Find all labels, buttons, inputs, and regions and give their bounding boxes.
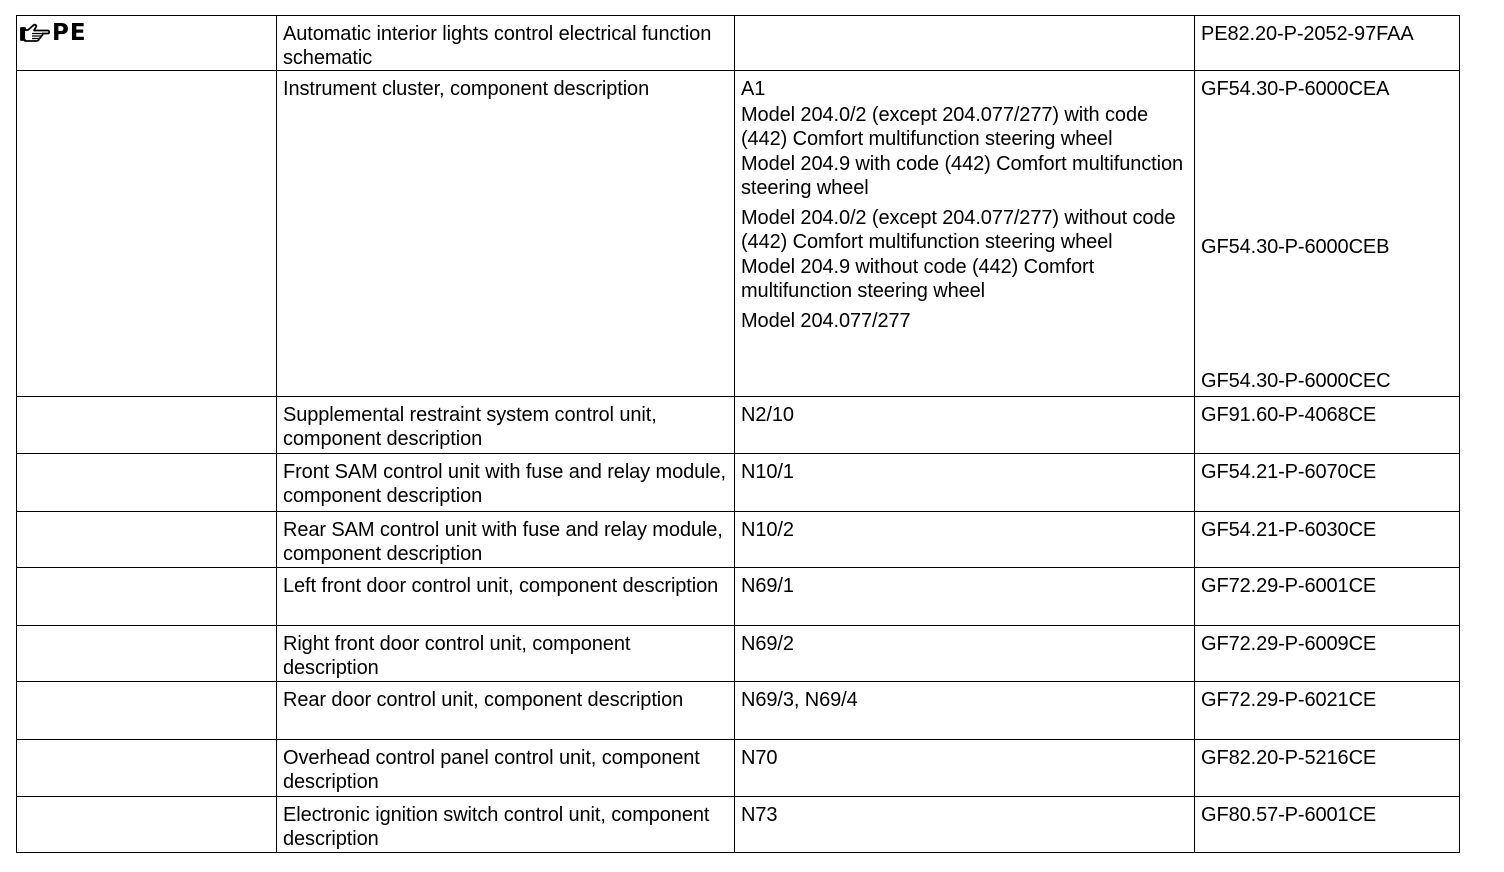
reference-cell — [1195, 568, 1460, 626]
reference-cell — [1195, 16, 1460, 71]
row-description: Left front door control unit, component description — [283, 575, 719, 597]
reference-cell — [1195, 454, 1460, 512]
row-description: Automatic interior lights control electrical function schematic — [283, 23, 712, 69]
description-cell — [277, 454, 735, 512]
row-reference: GF72.29-P-6009CE — [1201, 633, 1377, 655]
description-cell — [277, 71, 735, 397]
row-reference: GF91.60-P-4068CE — [1201, 404, 1377, 426]
description-cell — [277, 740, 735, 797]
description-cell — [277, 568, 735, 626]
reference-cell — [1195, 626, 1460, 682]
variant-text: Model 204.9 with code (442) Comfort multifunction steering wheel — [741, 153, 1183, 199]
table-row — [17, 568, 1460, 626]
pe-label: PE — [52, 20, 87, 46]
table-row — [17, 797, 1460, 853]
designation-cell — [735, 397, 1195, 454]
table-row — [17, 740, 1460, 797]
row-designation: N70 — [741, 747, 778, 769]
row-reference: GF72.29-P-6021CE — [1201, 689, 1377, 711]
table-row — [17, 71, 1460, 397]
row-designation: N69/1 — [741, 575, 794, 597]
variant-text: Model 204.0/2 (except 204.077/277) without code (442) Comfort multifunction steering wheel — [741, 207, 1176, 253]
row-description: Electronic ignition switch control unit, component description — [283, 804, 710, 850]
designation-cell — [735, 16, 1195, 71]
marker-cell — [17, 682, 277, 740]
marker-cell — [17, 740, 277, 797]
variant-reference: GF54.30-P-6000CEC — [1201, 370, 1391, 392]
table-row — [17, 512, 1460, 568]
marker-cell — [17, 626, 277, 682]
reference-cell — [1195, 512, 1460, 568]
description-cell — [277, 512, 735, 568]
designation-cell — [735, 682, 1195, 740]
row-designation: N10/1 — [741, 461, 794, 483]
table-row — [17, 682, 1460, 740]
reference-cell — [1195, 71, 1460, 397]
variant-reference: GF54.30-P-6000CEA — [1201, 78, 1390, 100]
row-designation — [735, 16, 1194, 22]
row-reference: GF54.21-P-6070CE — [1201, 461, 1377, 483]
row-designation: N2/10 — [741, 404, 794, 426]
variant-text: Model 204.077/277 — [741, 310, 911, 332]
component-reference-table — [16, 15, 1460, 853]
row-designation: N73 — [741, 804, 778, 826]
table-row — [17, 454, 1460, 512]
reference-cell — [1195, 740, 1460, 797]
description-cell — [277, 397, 735, 454]
row-description: Right front door control unit, component description — [283, 633, 631, 679]
designation-cell — [735, 568, 1195, 626]
designation-cell — [735, 512, 1195, 568]
variant-text: Model 204.0/2 (except 204.077/277) with code (442) Comfort multifunction steering wheel — [741, 104, 1148, 150]
row-designation: N10/2 — [741, 519, 794, 541]
row-reference: GF72.29-P-6001CE — [1201, 575, 1377, 597]
row-reference: GF54.21-P-6030CE — [1201, 519, 1377, 541]
marker-cell — [17, 71, 277, 397]
description-cell — [277, 626, 735, 682]
reference-cell — [1195, 797, 1460, 853]
designation-cell — [735, 454, 1195, 512]
marker-cell — [17, 454, 277, 512]
marker-cell — [17, 797, 277, 853]
reference-cell — [1195, 397, 1460, 454]
row-designation: A1 — [741, 78, 766, 100]
table-row — [17, 16, 1460, 71]
marker-cell — [17, 512, 277, 568]
row-description: Supplemental restraint system control unit, component description — [283, 404, 657, 450]
row-description: Front SAM control unit with fuse and relay module, component description — [283, 461, 726, 507]
designation-cell — [735, 740, 1195, 797]
table-row — [17, 397, 1460, 454]
description-cell — [277, 797, 735, 853]
table-row — [17, 626, 1460, 682]
row-description: Rear door control unit, component description — [283, 689, 684, 711]
row-reference: PE82.20-P-2052-97FAA — [1201, 23, 1414, 45]
marker-cell — [17, 16, 277, 71]
variant-text: Model 204.9 without code (442) Comfort multifunction steering wheel — [741, 256, 1095, 302]
variant-reference: GF54.30-P-6000CEB — [1201, 236, 1390, 258]
designation-cell — [735, 71, 1195, 397]
row-designation: N69/3, N69/4 — [741, 689, 858, 711]
pointing-hand-icon — [20, 22, 50, 44]
row-description: Overhead control panel control unit, component description — [283, 747, 700, 793]
designation-cell — [735, 626, 1195, 682]
description-cell — [277, 682, 735, 740]
row-reference: GF80.57-P-6001CE — [1201, 804, 1377, 826]
row-reference: GF82.20-P-5216CE — [1201, 747, 1377, 769]
pe-marker — [17, 16, 276, 46]
row-designation: N69/2 — [741, 633, 794, 655]
marker-cell — [17, 568, 277, 626]
row-description: Instrument cluster, component description — [283, 78, 650, 100]
description-cell — [277, 16, 735, 71]
row-description: Rear SAM control unit with fuse and relay module, component description — [283, 519, 723, 565]
marker-cell — [17, 397, 277, 454]
reference-cell — [1195, 682, 1460, 740]
designation-cell — [735, 797, 1195, 853]
